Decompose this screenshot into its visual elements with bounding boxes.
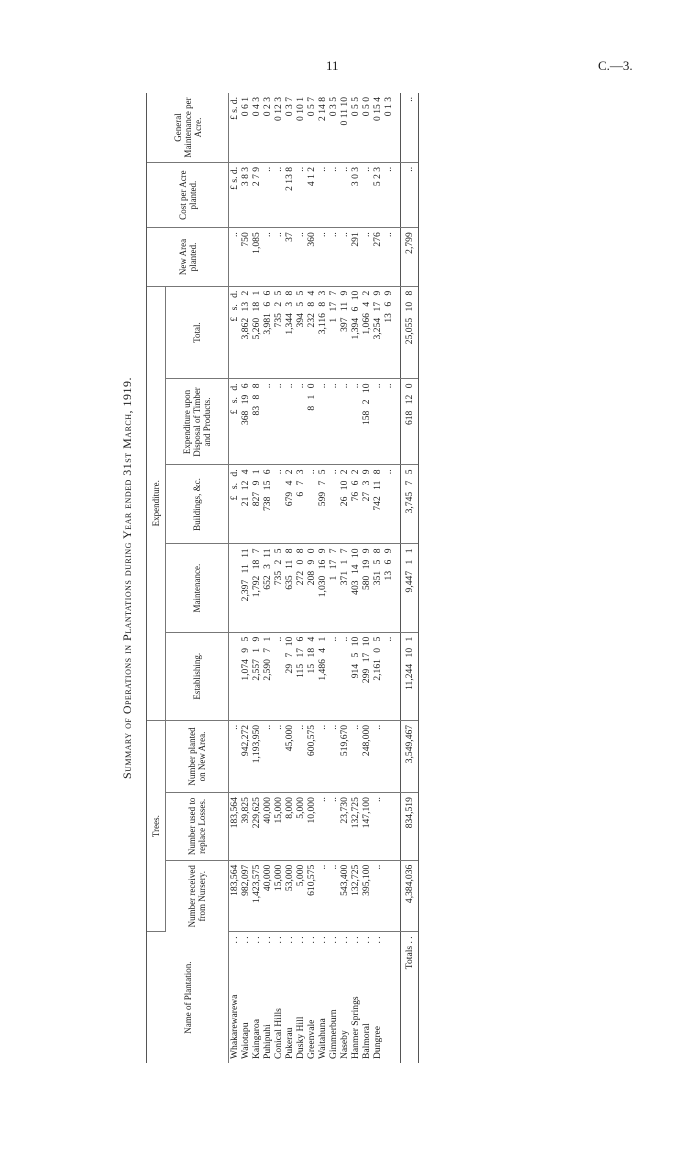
- cell-planted: ..: [328, 720, 339, 792]
- table-row: [383, 93, 401, 1063]
- cell-maintenance: [229, 544, 241, 632]
- col-total-header: Total.: [166, 286, 229, 379]
- cell-replace: ..: [328, 793, 339, 861]
- cell-establishing: 1,074 9 5: [240, 632, 251, 720]
- cell-planted: 45,000: [284, 720, 295, 792]
- totals-establishing: 11,244 10 1: [401, 632, 419, 720]
- cell-received: ..: [317, 860, 328, 932]
- col-cost-acre-header: Cost per Acre planted.: [147, 162, 229, 227]
- cell-maint-acre: 0 4 3: [251, 93, 262, 162]
- cell-maintenance: 351 5 8: [372, 544, 383, 632]
- plantation-name: [339, 932, 350, 1063]
- cell-planted: ..: [273, 720, 284, 792]
- cell-planted: ..: [372, 720, 383, 792]
- cell-new-area: ..: [262, 228, 273, 286]
- cell-buildings: 742 11 8: [372, 465, 383, 544]
- cell-received: 132,725: [350, 860, 361, 932]
- cell-establishing: ..: [328, 632, 339, 720]
- cell-maintenance: 735 2 5: [273, 544, 284, 632]
- table-row: [284, 93, 295, 1063]
- cell-buildings: ..: [306, 465, 317, 544]
- cell-replace: 147,100: [361, 793, 372, 861]
- leader-dots: . .: [306, 936, 317, 944]
- cell-replace: 10,000: [306, 793, 317, 861]
- cell-maint-acre: 0 1 3: [383, 93, 401, 162]
- cell-new-area: 1,085: [251, 228, 262, 286]
- cell-planted: ..: [229, 720, 241, 792]
- cell-buildings: 27 3 9: [361, 465, 372, 544]
- cell-disposal: ..: [372, 379, 383, 465]
- cell-maintenance: 1,792 18 7: [251, 544, 262, 632]
- cell-cost-acre: 2 7 9: [251, 162, 262, 227]
- cell-maint-acre: 2 14 8: [317, 93, 328, 162]
- cell-planted: 519,670: [339, 720, 350, 792]
- cell-new-area: 750: [240, 228, 251, 286]
- totals-row: [401, 93, 419, 1063]
- cell-received: ..: [372, 860, 383, 932]
- cell-cost-acre: 3 0 3: [350, 162, 361, 227]
- cell-received: 395,100: [361, 860, 372, 932]
- cell-cost-acre: 5 2 3: [372, 162, 383, 227]
- cell-maintenance: 1 17 7: [328, 544, 339, 632]
- table-row: [361, 93, 372, 1063]
- cell-establishing: [229, 632, 241, 720]
- cell-cost-acre: ..: [262, 162, 273, 227]
- table-row: [317, 93, 328, 1063]
- cell-planted: 942,272: [240, 720, 251, 792]
- totals-received: 4,384,036: [401, 860, 419, 932]
- table-row: [372, 93, 383, 1063]
- table-row: [350, 93, 361, 1063]
- cell-total: 1,394 6 10: [350, 286, 361, 379]
- cell-cost-acre: 4 1 2: [306, 162, 317, 227]
- totals-maint-acre: ..: [401, 93, 419, 162]
- col-disposal-header: Expenditure upon Disposal of Timber and Products.: [166, 379, 229, 465]
- cell-received: 610,575: [306, 860, 317, 932]
- cell-planted: 1,193,950: [251, 720, 262, 792]
- col-buildings-header: Buildings, &c.: [166, 465, 229, 544]
- plantation-name-text: Balmoral: [361, 1023, 372, 1059]
- cell-maintenance: 580 19 9: [361, 544, 372, 632]
- cell-new-area: ..: [328, 228, 339, 286]
- cell-received: 183,564: [229, 860, 241, 932]
- totals-cost-acre: ..: [401, 162, 419, 227]
- cell-maint-acre: 0 5 7: [306, 93, 317, 162]
- leader-dots: . .: [262, 936, 273, 944]
- leader-dots: . .: [317, 936, 328, 944]
- cell-total: 3,862 13 2: [240, 286, 251, 379]
- cell-total: 13 6 9: [383, 286, 401, 379]
- cell-received: 982,097: [240, 860, 251, 932]
- cell-disposal: 8 1 0: [306, 379, 317, 465]
- cell-planted: ..: [350, 720, 361, 792]
- plantation-name-text: Dusky Hill: [295, 1016, 306, 1059]
- plantation-name: [372, 932, 383, 1063]
- cell-planted: 600,575: [306, 720, 317, 792]
- table-row: [306, 93, 317, 1063]
- cell-total: £ s. d.: [229, 286, 241, 379]
- cell-total: 1 17 7: [328, 286, 339, 379]
- totals-total: 25,055 10 8: [401, 286, 419, 379]
- cell-buildings: 679 4 2: [284, 465, 295, 544]
- rotated-table-region: [120, 93, 630, 1063]
- cell-total: 3,254 17 9: [372, 286, 383, 379]
- cell-establishing: 115 17 6: [295, 632, 306, 720]
- cell-received: 1,423,575: [251, 860, 262, 932]
- cell-planted: ..: [295, 720, 306, 792]
- leader-dots: . .: [339, 936, 350, 944]
- cell-replace: [383, 793, 401, 861]
- cell-replace: 23,730: [339, 793, 350, 861]
- totals-disposal: 618 12 0: [401, 379, 419, 465]
- totals-label: Totals . .: [401, 932, 419, 1063]
- cell-establishing: ..: [273, 632, 284, 720]
- plantation-name: [350, 932, 361, 1063]
- plantation-name: [383, 932, 401, 1063]
- cell-maint-acre: 0 12 3: [273, 93, 284, 162]
- cell-establishing: 914 5 10: [350, 632, 361, 720]
- leader-dots: . .: [251, 936, 262, 944]
- cell-maintenance: 652 3 11: [262, 544, 273, 632]
- cell-received: 40,000: [262, 860, 273, 932]
- cell-total: 1,344 3 8: [284, 286, 295, 379]
- table-body: [229, 93, 401, 1063]
- cell-establishing: 2,557 1 9: [251, 632, 262, 720]
- plantation-name-text: Hanmer Springs: [350, 996, 361, 1059]
- cell-cost-acre: ..: [361, 162, 372, 227]
- cell-maint-acre: 0 15 4: [372, 93, 383, 162]
- cell-maint-acre: 0 3 7: [284, 93, 295, 162]
- cell-planted: [383, 720, 401, 792]
- cell-replace: 229,625: [251, 793, 262, 861]
- cell-establishing: 29 7 10: [284, 632, 295, 720]
- cell-new-area: 37: [284, 228, 295, 286]
- cell-disposal: ..: [328, 379, 339, 465]
- cell-maint-acre: 0 2 3: [262, 93, 273, 162]
- cell-maint-acre: £ s. d.: [229, 93, 241, 162]
- leader-dots: . .: [350, 936, 361, 944]
- cell-maintenance: 371 1 7: [339, 544, 350, 632]
- cell-new-area: 360: [306, 228, 317, 286]
- cell-establishing: 15 18 4: [306, 632, 317, 720]
- cell-buildings: £ s. d.: [229, 465, 241, 544]
- plantation-name: [295, 932, 306, 1063]
- plantation-name: [240, 932, 251, 1063]
- cell-new-area: ..: [361, 228, 372, 286]
- plantation-name-text: Conical Hills: [273, 1008, 284, 1059]
- cell-maint-acre: 0 5 5: [350, 93, 361, 162]
- cell-cost-acre: ..: [339, 162, 350, 227]
- cell-cost-acre: 2 13 8: [284, 162, 295, 227]
- cell-planted: 248,000: [361, 720, 372, 792]
- totals-maintenance: 9,447 1 1: [401, 544, 419, 632]
- cell-disposal: ..: [350, 379, 361, 465]
- cell-new-area: ..: [339, 228, 350, 286]
- table-row: [251, 93, 262, 1063]
- cell-planted: ..: [262, 720, 273, 792]
- col-planted-header: Number planted on New Area.: [166, 720, 229, 792]
- cell-total: 3,981 6 6: [262, 286, 273, 379]
- cell-new-area: 276: [372, 228, 383, 286]
- cell-maintenance: 272 0 8: [295, 544, 306, 632]
- plantation-name-text: Gimmerburn: [328, 1009, 339, 1059]
- leader-dots: . .: [328, 936, 339, 944]
- cell-total: 397 11 9: [339, 286, 350, 379]
- cell-maintenance: 13 6 9: [383, 544, 401, 632]
- cell-replace: 40,000: [262, 793, 273, 861]
- cell-replace: 8,000: [284, 793, 295, 861]
- cell-new-area: ..: [229, 228, 241, 286]
- cell-replace: ..: [372, 793, 383, 861]
- plantation-name: [262, 932, 273, 1063]
- cell-new-area: ..: [295, 228, 306, 286]
- totals-replace: 834,519: [401, 793, 419, 861]
- cell-maint-acre: 0 5 0: [361, 93, 372, 162]
- cell-new-area: ..: [273, 228, 284, 286]
- plantation-name: [251, 932, 262, 1063]
- cell-new-area: 291: [350, 228, 361, 286]
- cell-establishing: 299 17 10: [361, 632, 372, 720]
- cell-cost-acre: ..: [273, 162, 284, 227]
- cell-maintenance: 403 14 10: [350, 544, 361, 632]
- cell-replace: 183,564: [229, 793, 241, 861]
- col-name-header: Name of Plantation.: [147, 932, 229, 1063]
- cell-buildings: 827 9 1: [251, 465, 262, 544]
- cell-cost-acre: 3 8 3: [240, 162, 251, 227]
- cell-total: 1,066 4 2: [361, 286, 372, 379]
- plantation-name-text: Naseby: [339, 1030, 350, 1059]
- totals-planted: 3,549,467: [401, 720, 419, 792]
- cell-disposal: ..: [383, 379, 401, 465]
- expenditure-group-header: Expenditure.: [147, 286, 166, 720]
- cell-replace: 15,000: [273, 793, 284, 861]
- cell-total: 394 5 5: [295, 286, 306, 379]
- plantation-name: [317, 932, 328, 1063]
- cell-cost-acre: ..: [317, 162, 328, 227]
- plantation-name: [328, 932, 339, 1063]
- cell-maintenance: 635 11 8: [284, 544, 295, 632]
- cell-new-area: ..: [317, 228, 328, 286]
- cell-establishing: ..: [383, 632, 401, 720]
- cell-received: 53,000: [284, 860, 295, 932]
- cell-buildings: 76 6 2: [350, 465, 361, 544]
- table-row: [229, 93, 241, 1063]
- cell-cost-acre: ..: [328, 162, 339, 227]
- cell-total: 232 8 4: [306, 286, 317, 379]
- cell-establishing: 1,486 4 1: [317, 632, 328, 720]
- cell-disposal: ..: [284, 379, 295, 465]
- table-row: [273, 93, 284, 1063]
- cell-received: [383, 860, 401, 932]
- cell-buildings: ..: [328, 465, 339, 544]
- plantation-name: [306, 932, 317, 1063]
- document-code: C.—3.: [598, 58, 633, 73]
- plantation-name-text: Kaingaroa: [251, 1019, 262, 1059]
- plantations-summary-table: [146, 93, 419, 1063]
- table-row: [295, 93, 306, 1063]
- cell-new-area: ..: [383, 228, 401, 286]
- col-maintenance-header: Maintenance.: [166, 544, 229, 632]
- cell-total: 735 2 5: [273, 286, 284, 379]
- plantation-name-text: Waitahuna: [317, 1018, 328, 1059]
- cell-replace: ..: [317, 793, 328, 861]
- totals-buildings: 3,745 7 5: [401, 465, 419, 544]
- cell-disposal: 368 19 6: [240, 379, 251, 465]
- cell-maintenance: 2,397 11 11: [240, 544, 251, 632]
- cell-maintenance: 1,030 16 9: [317, 544, 328, 632]
- plantation-name: [361, 932, 372, 1063]
- cell-buildings: 6 7 3: [295, 465, 306, 544]
- trees-group-header: Trees.: [147, 720, 166, 931]
- plantation-name-text: Greenvale: [306, 1019, 317, 1059]
- cell-disposal: 158 2 10: [361, 379, 372, 465]
- cell-buildings: ..: [383, 465, 401, 544]
- leader-dots: . .: [240, 936, 251, 944]
- cell-replace: 39,825: [240, 793, 251, 861]
- cell-disposal: ..: [317, 379, 328, 465]
- plantation-name-text: Pukerau: [284, 1027, 295, 1059]
- cell-establishing: 2,161 0 5: [372, 632, 383, 720]
- cell-disposal: £ s. d.: [229, 379, 241, 465]
- plantation-name-text: Whakarewarewa: [229, 994, 240, 1059]
- cell-total: 5,260 18 1: [251, 286, 262, 379]
- cell-replace: 132,725: [350, 793, 361, 861]
- col-maint-acre-header: General Maintenance per Acre.: [147, 93, 229, 162]
- cell-maint-acre: 0 10 1: [295, 93, 306, 162]
- cell-buildings: 26 10 2: [339, 465, 350, 544]
- col-received-header: Number received from Nursery.: [166, 860, 229, 932]
- cell-buildings: ..: [273, 465, 284, 544]
- col-replace-header: Number used to replace Losses.: [166, 793, 229, 861]
- cell-received: 5,000: [295, 860, 306, 932]
- cell-received: ..: [328, 860, 339, 932]
- plantation-name-text: Dungree: [372, 1025, 383, 1059]
- leader-dots: . .: [361, 936, 372, 944]
- cell-cost-acre: ..: [295, 162, 306, 227]
- cell-replace: 5,000: [295, 793, 306, 861]
- plantation-name-text: Puhipuhi: [262, 1024, 273, 1059]
- cell-maint-acre: 0 3 5: [328, 93, 339, 162]
- cell-buildings: 599 7 5: [317, 465, 328, 544]
- plantation-name-text: Waiotapu: [240, 1022, 251, 1059]
- cell-disposal: ..: [339, 379, 350, 465]
- cell-planted: ..: [317, 720, 328, 792]
- col-new-area-header: New Area planted.: [147, 228, 229, 286]
- cell-maintenance: 208 9 0: [306, 544, 317, 632]
- table-row: [240, 93, 251, 1063]
- plantation-name: [229, 932, 241, 1063]
- cell-maint-acre: 0 6 1: [240, 93, 251, 162]
- col-establishing-header: Establishing.: [166, 632, 229, 720]
- page-number: 11: [326, 58, 339, 73]
- cell-received: 543,400: [339, 860, 350, 932]
- table-title: Summary of Operations in Plantations during Year ended 31st March, 1919.: [120, 376, 134, 780]
- totals-new-area: 2,799: [401, 228, 419, 286]
- cell-buildings: 21 12 4: [240, 465, 251, 544]
- cell-cost-acre: ..: [383, 162, 401, 227]
- plantation-name: [273, 932, 284, 1063]
- table-row: [328, 93, 339, 1063]
- cell-establishing: ..: [339, 632, 350, 720]
- leader-dots: . .: [273, 936, 284, 944]
- cell-received: 15,000: [273, 860, 284, 932]
- table-row: [339, 93, 350, 1063]
- cell-total: 3,116 8 3: [317, 286, 328, 379]
- leader-dots: . .: [295, 936, 306, 944]
- cell-disposal: ..: [273, 379, 284, 465]
- cell-buildings: 738 15 6: [262, 465, 273, 544]
- leader-dots: . .: [229, 936, 240, 944]
- leader-dots: . .: [284, 936, 295, 944]
- leader-dots: . .: [372, 936, 383, 944]
- cell-cost-acre: £ s. d.: [229, 162, 241, 227]
- cell-disposal: ..: [262, 379, 273, 465]
- cell-establishing: 2,590 7 1: [262, 632, 273, 720]
- cell-disposal: ..: [295, 379, 306, 465]
- plantation-name: [284, 932, 295, 1063]
- cell-disposal: 83 8 8: [251, 379, 262, 465]
- table-row: [262, 93, 273, 1063]
- cell-maint-acre: 0 11 10: [339, 93, 350, 162]
